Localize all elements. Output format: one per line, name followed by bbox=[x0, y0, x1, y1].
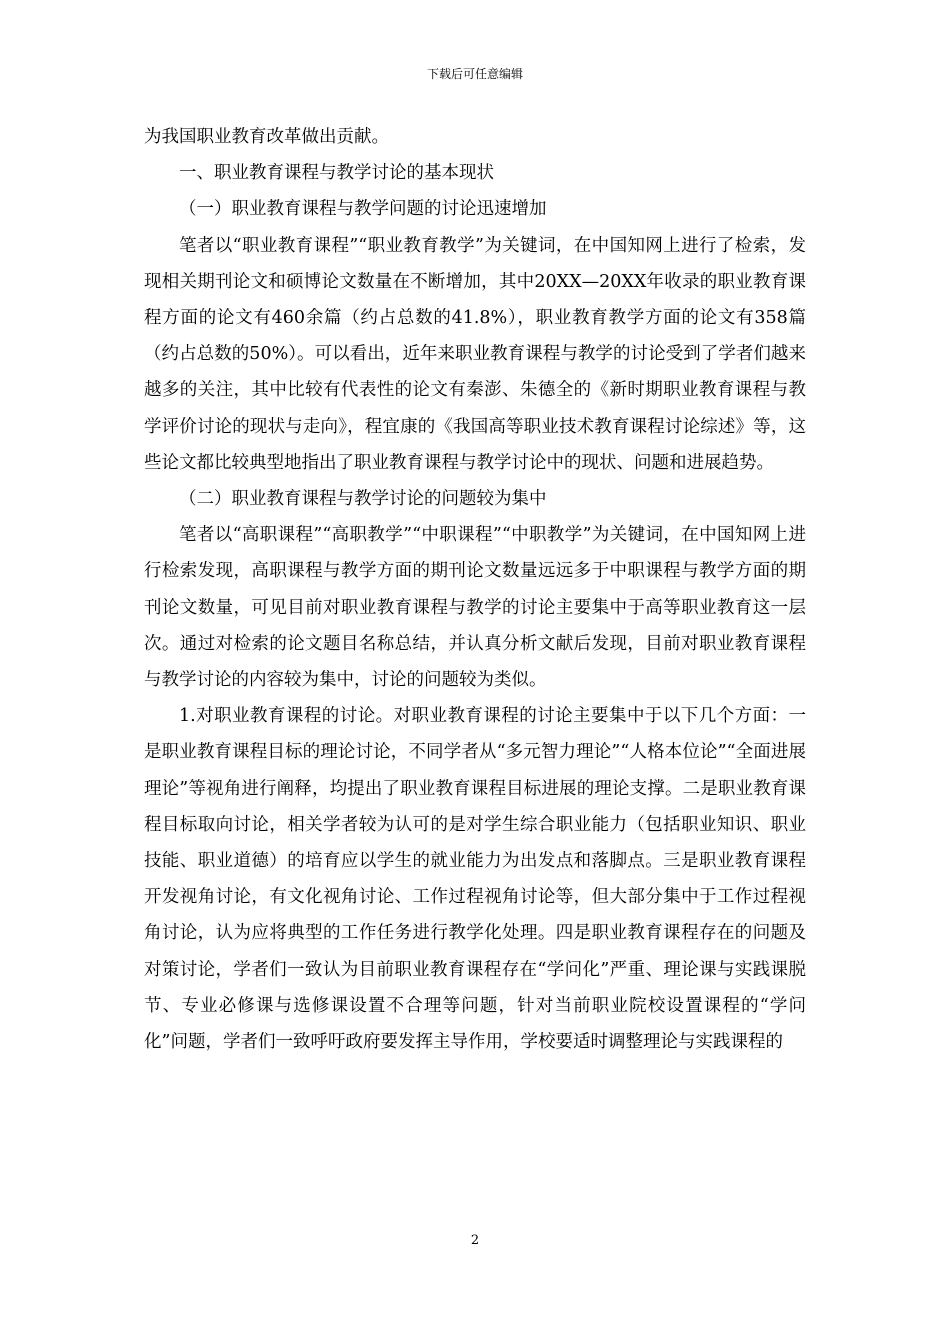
page-header: 下载后可任意编辑 bbox=[426, 67, 523, 81]
paragraph-continuation: 为我国职业教育改革做出贡献。 bbox=[144, 127, 389, 147]
body-text bbox=[144, 119, 806, 1060]
page-number: 2 bbox=[470, 1233, 480, 1248]
paragraph: 笔者以“职业教育课程”“职业教育教学”为关键词，在中国知网上进行了检索，发现相关期刊论文和硕博论文数量在不断增加，其中20XX—20XX年收录的职业教育课程方面的论文有460余篇（约占总数的41.8%），职业教育教学方面的论文有358篇（约占总数的50%）。可以看出，近年来职业教育课程与教学的讨论受到了学者们越来越多的关注，其中比较有代表性的论文有秦澎、朱德全的《新时期职业教育课程与教学评价讨论的现状与走向》，程宜康的《我国高等职业技术教育课程讨论综述》等，这些论文都比较典型地指出了职业教育课程与教学讨论中的现状、问题和进展趋势。 bbox=[144, 235, 806, 473]
paragraph: 1.对职业教育课程的讨论。对职业教育课程的讨论主要集中于以下几个方面：一是职业教育课程目标的理论讨论，不同学者从“多元智力理论”“人格本位论”“全面进展理论”等视角进行阐释，均提出了职业教育课程目标进展的理论支撑。二是职业教育课程目标取向讨论，相关学者较为认可的是对学生综合职业能力（包括职业知识、职业技能、职业道德）的培育应以学生的就业能力为出发点和落脚点。三是职业教育课程开发视角讨论，有文化视角讨论、工作过程视角讨论等，但大部分集中于工作过程视角讨论，认为应将典型的工作任务进行教学化处理。四是职业教育课程存在的问题及对策讨论，学者们一致认为目前职业教育课程存在“学问化”严重、理论课与实践课脱节、专业必修课与选修课设置不合理等问题，针对当前职业院校设置课程的“学问化”问题，学者们一致呼吁政府要发挥主导作用，学校要适时调整理论与实践课程的 bbox=[144, 706, 806, 1053]
subsection-heading: （二）职业教育课程与教学讨论的问题较为集中 bbox=[179, 489, 547, 510]
paragraph: 笔者以“高职课程”“高职教学”“中职课程”“中职教学”为关键词，在中国知网上进行检索发现，高职课程与教学方面的期刊论文数量远远多于中职课程与教学方面的期刊论文数量，可见目前对职业教育课程与教学的讨论主要集中于高等职业教育这一层次。通过对检索的论文题目名称总结，并认真分析文献后发现，目前对职业教育课程与教学讨论的内容较为集中，讨论的问题较为类似。 bbox=[144, 525, 806, 691]
subsection-heading: （一）职业教育课程与教学问题的讨论迅速增加 bbox=[179, 199, 547, 220]
section-heading: 一、职业教育课程与教学讨论的基本现状 bbox=[179, 163, 494, 184]
